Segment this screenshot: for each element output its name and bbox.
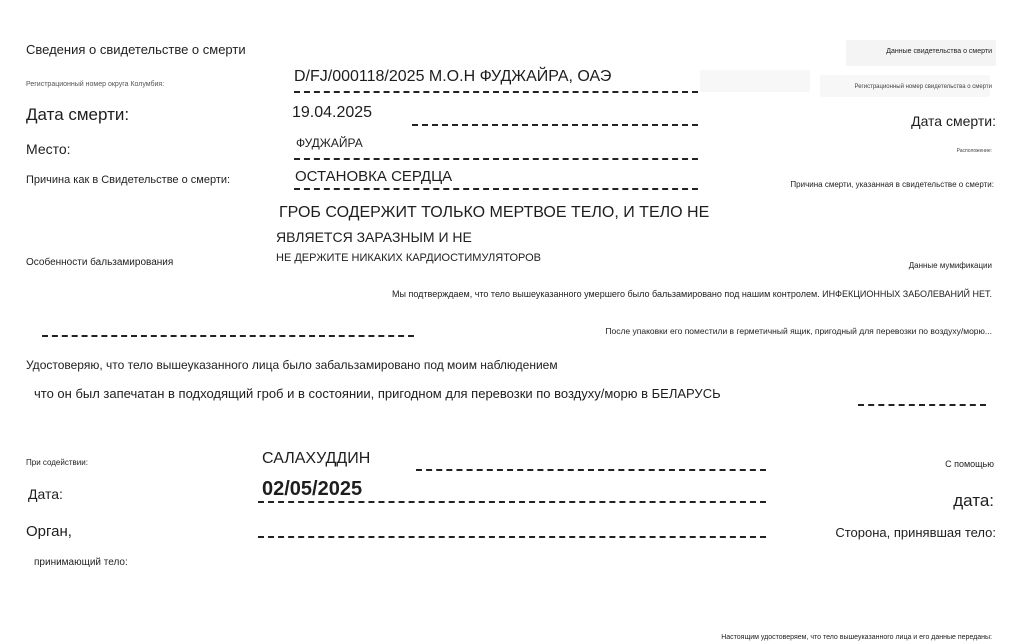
date-of-death-label: Дата смерти: [26,105,130,124]
place-value: ФУДЖАЙРА [296,136,363,150]
reg-number-line [294,91,698,93]
right-date-label-bottom: дата: [953,491,994,510]
place-line [294,158,698,160]
right-assist-label: С помощью [945,459,994,469]
cause-value: ОСТАНОВКА СЕРДЦА [295,168,453,185]
date-line [412,124,698,126]
date-label: Дата: [28,486,63,502]
certify-line2: что он был запечатан в подходящий гроб и в состоянии, пригодном для перевозки по воздуху/морю в БЕЛАРУСЬ [34,386,721,401]
embalming-text-line3: НЕ ДЕРЖИТЕ НИКАКИХ КАРДИОСТИМУЛЯТОРОВ [276,252,541,264]
date-value: 02/05/2025 [262,478,363,500]
embalming-text-line2: ЯВЛЯЕТСЯ ЗАРАЗНЫМ И НЕ [276,229,472,245]
confirmation-line1: Мы подтверждаем, что тело вышеуказанного умершего было бальзамировано под нашим контролем. ИНФЕКЦИОННЫХ ЗАБОЛЕВАНИЙ НЕТ. [392,289,992,299]
embalming-text-line1: ГРОБ СОДЕРЖИТ ТОЛЬКО МЕРТВОЕ ТЕЛО, И ТЕЛО НЕ [279,204,710,221]
organ-label: Орган, [26,523,72,540]
organ-line [258,536,766,538]
cause-label: Причина как в Свидетельстве о смерти: [26,174,231,186]
right-date-label: Дата смерти: [911,113,996,129]
confirmation-line [42,335,414,337]
date-signature-line [258,501,766,503]
date-of-death-value: 19.04.2025 [292,104,373,121]
certify-line1: Удостоверяю, что тело вышеуказанного лица было забальзамировано под моим наблюдением [26,358,558,372]
place-label: Место: [26,141,71,157]
cause-line [294,188,698,190]
reg-number-label: Регистрационный номер округа Колумбия: [26,81,165,88]
reg-number-value: D/FJ/000118/2025 М.О.Н ФУДЖАЙРА, ОАЭ [294,68,612,85]
embalming-label: Особенности бальзамирования [26,257,174,268]
right-cause-label: Причина смерти, указанная в свидетельстве о смерти: [790,180,994,189]
right-reg-label: Регистрационный номер свидетельства о смерти [854,84,992,90]
right-party-label: Сторона, принявшая тело: [835,525,996,540]
confirmation-line2: После упаковки его поместили в герметичный ящик, пригодный для перевозки по воздуху/морю... [605,326,992,336]
footer-note: Настоящим удостоверяем, что тело вышеуказанного лица и его данные переданы: [721,634,992,641]
background-smudge [700,70,810,92]
right-place-label: Расположение: [956,148,992,154]
assisted-by-label: При содействии: [26,458,88,467]
section-header: Сведения о свидетельстве о смерти [26,42,246,57]
assisted-by-value: САЛАХУДДИН [262,450,371,467]
destination-line [858,404,986,406]
right-header: Данные свидетельства о смерти [886,48,992,55]
assisted-by-line [416,469,766,471]
right-embalming-label: Данные мумификации [908,261,992,270]
organ-label-2: принимающий тело: [34,557,128,568]
